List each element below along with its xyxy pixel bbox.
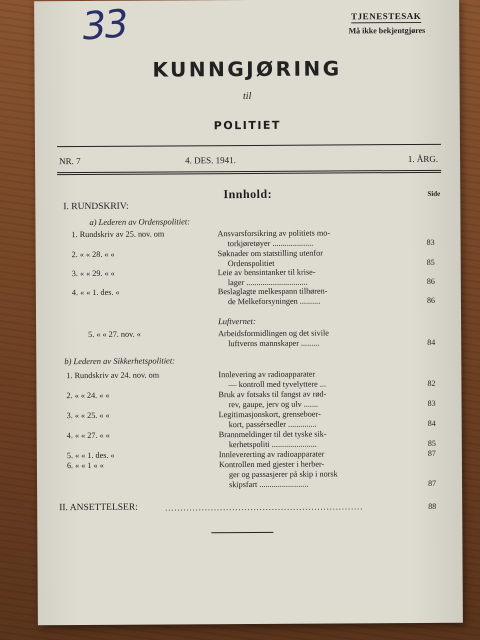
list-item: 4. « « 27. « « Brannmeldinger til det tyske sik- kerhetspoliti ...................... 85	[66, 429, 436, 450]
contents-heading: Innhold:	[223, 186, 273, 202]
rule-top	[57, 144, 441, 147]
subsection-ordenspolitiet: a) Lederen av Ordenspolitiet:	[89, 216, 191, 227]
end-rule	[211, 532, 273, 533]
list-item: 2. « « 28. « « Søknader om statstilling utenfor Ordenspolitiet 85	[71, 248, 435, 269]
handwritten-number: 33	[80, 1, 129, 49]
section-ansettelser-page: 88	[428, 501, 437, 511]
document-subtitle: til	[242, 90, 252, 103]
classification-note: Må ikke bekjentgjøres	[348, 25, 426, 36]
subsection-sikkerhetspolitiet: b) Lederen av Sikkerhetspolitiet:	[64, 355, 176, 367]
list-item: 4. « « 1. des. « Beslaglagte melkespann tilhøren- de Melkeforsyningen .......... 86	[71, 286, 435, 307]
list-item: 3. « « 29. « « Leie av bensintanker til krise- lager .............................. 86	[71, 267, 435, 288]
issue-date: 4. DES. 1941.	[185, 155, 236, 166]
page-column-label: Side	[427, 189, 441, 198]
list-item: 2. « « 24. « « Bruk av fotsaks til fangst av rød- rev, gaupe, jerv og ulv ....... 83	[66, 389, 436, 410]
rule-double	[57, 170, 441, 175]
subheading-luftvernet: Luftvernet:	[218, 315, 256, 327]
list-item: 6. « « 1 « « Kontrollen med gjester i herber- ger og passasjerer på skip i norsk skipsfart ........................ 87	[66, 459, 437, 490]
list-item: 5. « « 1. des. « Innlevererting av radioapparater 87	[66, 448, 436, 461]
issue-year: 1. ÅRG.	[407, 153, 439, 165]
leader-dots: .................................................................	[165, 502, 364, 513]
list-item: 1. Rundskriv av 24. nov. om Innlevering av radioapparater — kontroll med tyvelyttere ... 82	[66, 369, 436, 390]
list-item: 3. « « 25. « « Legitimasjonskort, grenseboer- kort, passérsedler .............. 84	[66, 409, 436, 430]
issue-number: NR. 7	[59, 156, 81, 167]
list-item: 5. « « 27. nov. « Arbeidsformidlingen og det sivile luftverns mannskaper ......... 84	[88, 328, 436, 349]
section-rundskriv-title: I. RUNDSKRIV:	[63, 201, 129, 213]
classification-stamp: TJENESTESAK	[351, 10, 422, 22]
section-ansettelser-title: II. ANSETTELSER:	[59, 502, 138, 514]
document-recipient: POLITIET	[213, 118, 281, 133]
list-item: 1. Rundskriv av 25. nov. om Ansvarsforsikring av politiets mo- torkjøretøyer .................... 83	[71, 228, 435, 249]
document-title: KUNNGJØRING	[152, 56, 342, 82]
document-page	[34, 0, 463, 625]
